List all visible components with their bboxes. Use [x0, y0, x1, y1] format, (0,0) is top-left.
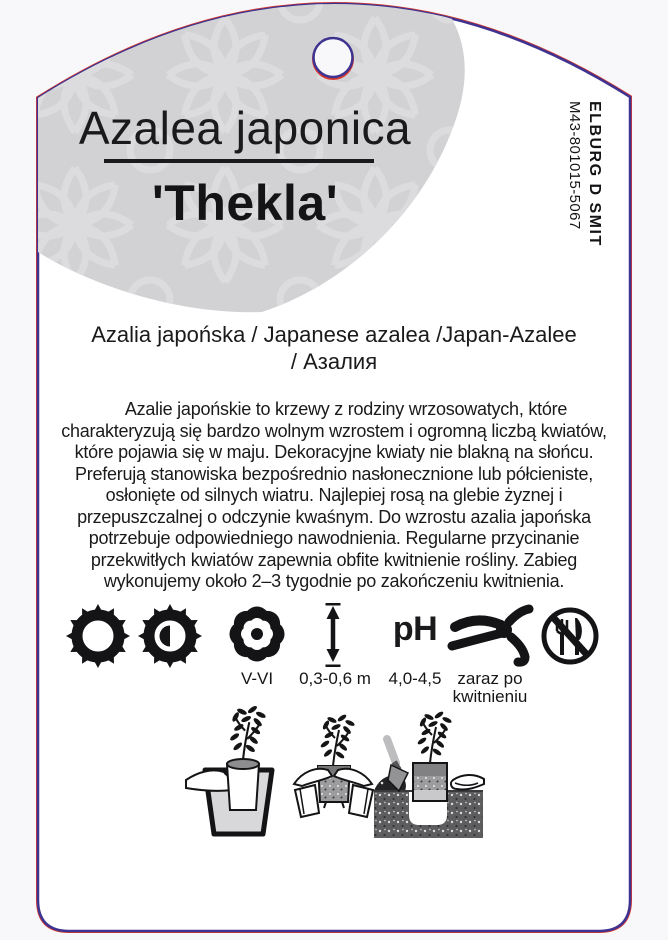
soak-pot-illustration	[186, 705, 272, 834]
common-names-line2: / Азалия	[290, 349, 378, 374]
remove-pot-illustration	[294, 713, 373, 817]
ph-range-label: 4,0-4,5	[388, 669, 442, 688]
height-range-label: 0,3-0,6 m	[299, 669, 371, 688]
flowering-period-label: V-VI	[240, 669, 274, 688]
ph-symbol: pH	[392, 610, 438, 648]
pruning-time-line2: kwitnieniu	[452, 686, 528, 706]
common-names-line1: Azalia japońska / Japanese azalea /Japan-Azalee	[91, 322, 577, 347]
description-text: Azalie japońskie to krzewy z rodziny wrzosowatych, które charakteryzują się bardzo wolnym wzrostem i ogromną liczbą kwiatów, które pojawia się w maju. Dekoracyjne kwiaty nie blakną na słońcu. Preferują stanowiska bezpośrednio nasłonecznione lub półcieniste, osłonięte od silnych wiatru. Najlepiej rosą na glebie żyznej i przepuszczalnej o odczynie kwaśnym. Do wzrostu azalia japońska potrzebuje odpowiedniego nawodnienia. Regularne przycinanie przekwitłych kwiatów zapewnia obfite kwitnienie rośliny. Zabieg wykonujemy około 2–3 tygodnie po zakończeniu kwitnienia.	[61, 399, 607, 591]
pruning-time-line1: zaraz po	[457, 669, 523, 688]
brand-name: ELBURG D SMIT	[586, 101, 603, 247]
cultivar-title: 'Thekla'	[151, 175, 339, 231]
species-title: Azalea japonica	[78, 102, 412, 154]
plant-in-soil-illustration	[374, 710, 484, 838]
product-code: M43-801015-5067	[566, 101, 583, 230]
